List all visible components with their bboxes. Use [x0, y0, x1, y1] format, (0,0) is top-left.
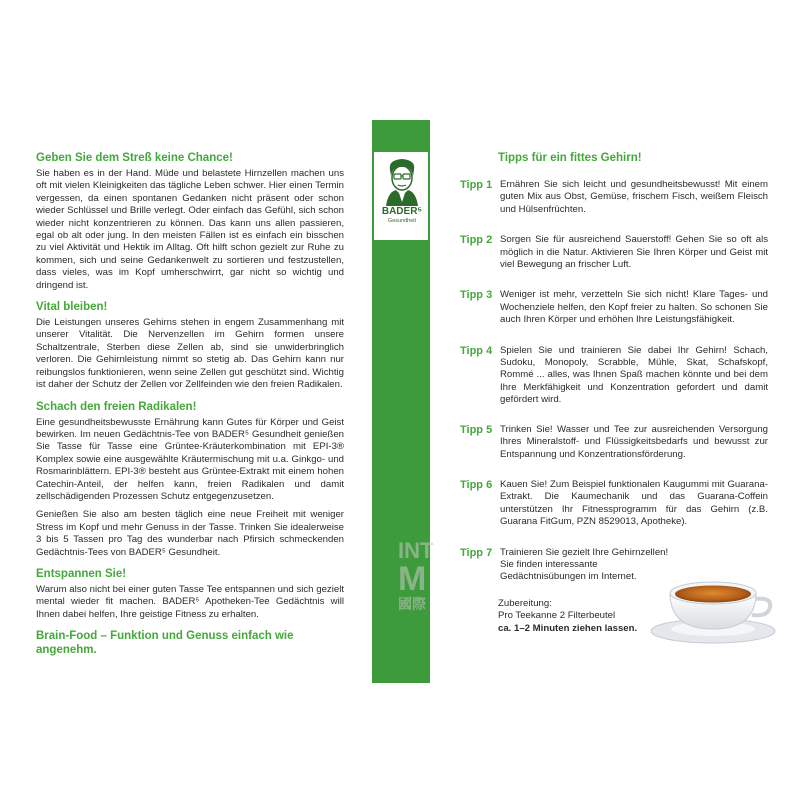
watermark	[398, 540, 433, 612]
preparation-block	[498, 598, 638, 635]
tea-cup-icon	[648, 573, 778, 645]
watermark-line-1: INT	[398, 538, 434, 563]
heading-brain-food: Brain-Food – Funktion und Genuss einfach wie angenehm.	[36, 630, 294, 657]
heading-vital: Vital bleiben!	[36, 301, 108, 314]
tip-text: Trinken Sie! Wasser und Tee zur ausreichenden Versorgung Ihres Mineralstoff- und Flüssigkeitsbedarfs und bewusst zur Entspannung und Konzentrationsförderung.	[500, 423, 768, 460]
watermark-line-3: 國際	[398, 596, 426, 612]
tips-title: Tipps für ein fittes Gehirn!	[498, 152, 642, 164]
tip-text: Weniger ist mehr, verzetteln Sie sich nicht! Klare Tages- und Wochenziele helfen, den Kopf freier zu halten. So schonen Sie auch Ihren Körper und erhöhen Ihre Leistungsfähigkeit.	[500, 289, 768, 326]
preparation-label: Zubereitung:	[498, 597, 552, 609]
watermark-line-2: M	[398, 560, 427, 598]
tip-text: Spielen Sie und trainieren Sie dabei Ihr Gehirn! Schach, Sudoku, Monopoly, Scrabble, Mühle, Skat, Schafskopf, Rommé ... alles, was Ihnen Spaß machen könnte und bei dem Ihre Merkfähigkeit und Konzentration gefordert und damit gefördert wird.	[500, 344, 768, 406]
heading-radicals: Schach den freien Radikalen!	[36, 400, 197, 413]
tip-text: Trainieren Sie gezielt Ihre Gehirnzellen! Sie finden interessante Gedächtnisübungen im Internet.	[500, 546, 669, 583]
logo-brand-text: BADER⁵	[381, 206, 423, 217]
tip-label: Tipp 6	[460, 478, 493, 491]
heading-relax: Entspannen Sie!	[36, 567, 127, 580]
tip-item	[460, 234, 770, 271]
portrait-logo-icon	[382, 156, 422, 206]
logo-subtitle: Gesundheit	[387, 218, 417, 224]
brand-logo	[372, 150, 430, 242]
paragraph-stress: Sie haben es in der Hand. Müde und belastete Hirnzellen machen uns oft mit vielen Kleinigkeiten das tägliche Leben schwer. Hier einen Termin vergessen, da einen spontanen Gedanken nicht präsent oder schon wieder Schlüssel und Brille verlegt. Oder einfach das Gefühl, sich schon wieder nicht konzentrieren zu können. Das kann uns allen passieren, egal ob alt oder jung. In den meisten Fällen ist es einfach ein bisschen zu viel Aktivität und Hektik im Alltag. Oft hilft schon gezielt zur Ruhe zu kommen, sich und seine Gedankenwelt zu sortieren und festzustellen, dass vieles, was im Kopf umherschwirrt, gar nicht so wichtig und dringend ist.	[36, 168, 344, 291]
logo-top-text: RALF	[396, 202, 408, 207]
paragraph-relax: Warum also nicht bei einer guten Tasse Tee entspannen und sich gezielt mental wieder fit machen. BADER⁵ Apotheken-Tee Gedächtnis will Ihnen dabei helfen, Ihre geistige Fitness zu erhalten.	[36, 583, 344, 620]
tip-item	[460, 179, 770, 216]
tip-label: Tipp 5	[460, 423, 493, 436]
tip-item	[460, 479, 770, 529]
tip-text: Kauen Sie! Zum Beispiel funktionalen Kaugummi mit Guarana-Extrakt. Die Kaumechanik und das Guarana-Coffein unterstützen Ihr Fitnessprogramm für das Gehirn (z.B. Guarana FitGum, PZN 8529013, Apotheke).	[500, 478, 768, 528]
paragraph-radicals: Eine gesundheitsbewusste Ernährung kann Gutes für Körper und Geist bewirken. Im neuen Gedächtnis-Tee von BADER⁵ Gesundheit genießen Sie Tasse für Tasse eine Grüntee-Kräuterkombination mit EPI-3® Komplex sowie eine ausgewählte Kräutermischung mit u.a. Ginkgo- und Rosmarinblättern. EPI-3® besteht aus Grüntee-Extrakt mit einem hohen Catechin-Anteil, der helfen kann, freien Radikalen und damit zellschädigenden Prozessen Schutz entgegenzusetzen.	[36, 416, 344, 502]
paragraph-vital: Die Leistungen unseres Gehirns stehen in engem Zusammenhang mit unserer Vitalität. Die Nervenzellen im Gehirn formen unsere Schaltzentrale, Sterben diese Zellen ab, sind sie unwiderbringlich verloren. Die Gehirnleistung nimmt so stetig ab. Das Gehirn kann nur reibungslos funktionieren, wenn seine Zellen gut geschützt sind. Wichtig ist daher der Schutz der Zellen vor Zellfeinden wie den freien Radikalen.	[36, 317, 344, 391]
tip-item	[460, 289, 770, 326]
tip-label: Tipp 3	[460, 289, 493, 302]
preparation-line: Pro Teekanne 2 Filterbeutel	[498, 610, 616, 622]
preparation-bold: ca. 1–2 Minuten ziehen lassen.	[498, 622, 638, 634]
heading-stress: Geben Sie dem Streß keine Chance!	[36, 152, 233, 164]
tip-item	[460, 424, 770, 461]
right-column	[460, 151, 770, 635]
tip-label: Tipp 7	[460, 546, 493, 559]
tip-text: Ernähren Sie sich leicht und gesundheitsbewusst! Mit einem guten Mix aus Obst, Gemüse, frischem Fisch, weißem Fleisch und Hülsenfrüchten.	[500, 179, 768, 215]
tip-item	[460, 345, 770, 407]
tip-label: Tipp 1	[460, 179, 493, 191]
left-column	[36, 151, 344, 660]
tip-label: Tipp 4	[460, 344, 493, 357]
tip-label: Tipp 2	[460, 234, 493, 247]
tip-text: Sorgen Sie für ausreichend Sauerstoff! Gehen Sie so oft als möglich in die Natur. Aktivieren Sie Ihren Körper und Geist mit viel Bewegung an frischer Luft.	[500, 234, 768, 271]
paragraph-enjoy: Genießen Sie also am besten täglich eine neue Freiheit mit weniger Stress im Kopf und mehr Genuss in der Tasse. Trinken Sie idealerweise 3 bis 5 Tassen pro Tag des wunderbar nach Pfirsich schmeckenden Gedächtnis-Tees von BADER⁵ Gesundheit.	[36, 509, 344, 558]
